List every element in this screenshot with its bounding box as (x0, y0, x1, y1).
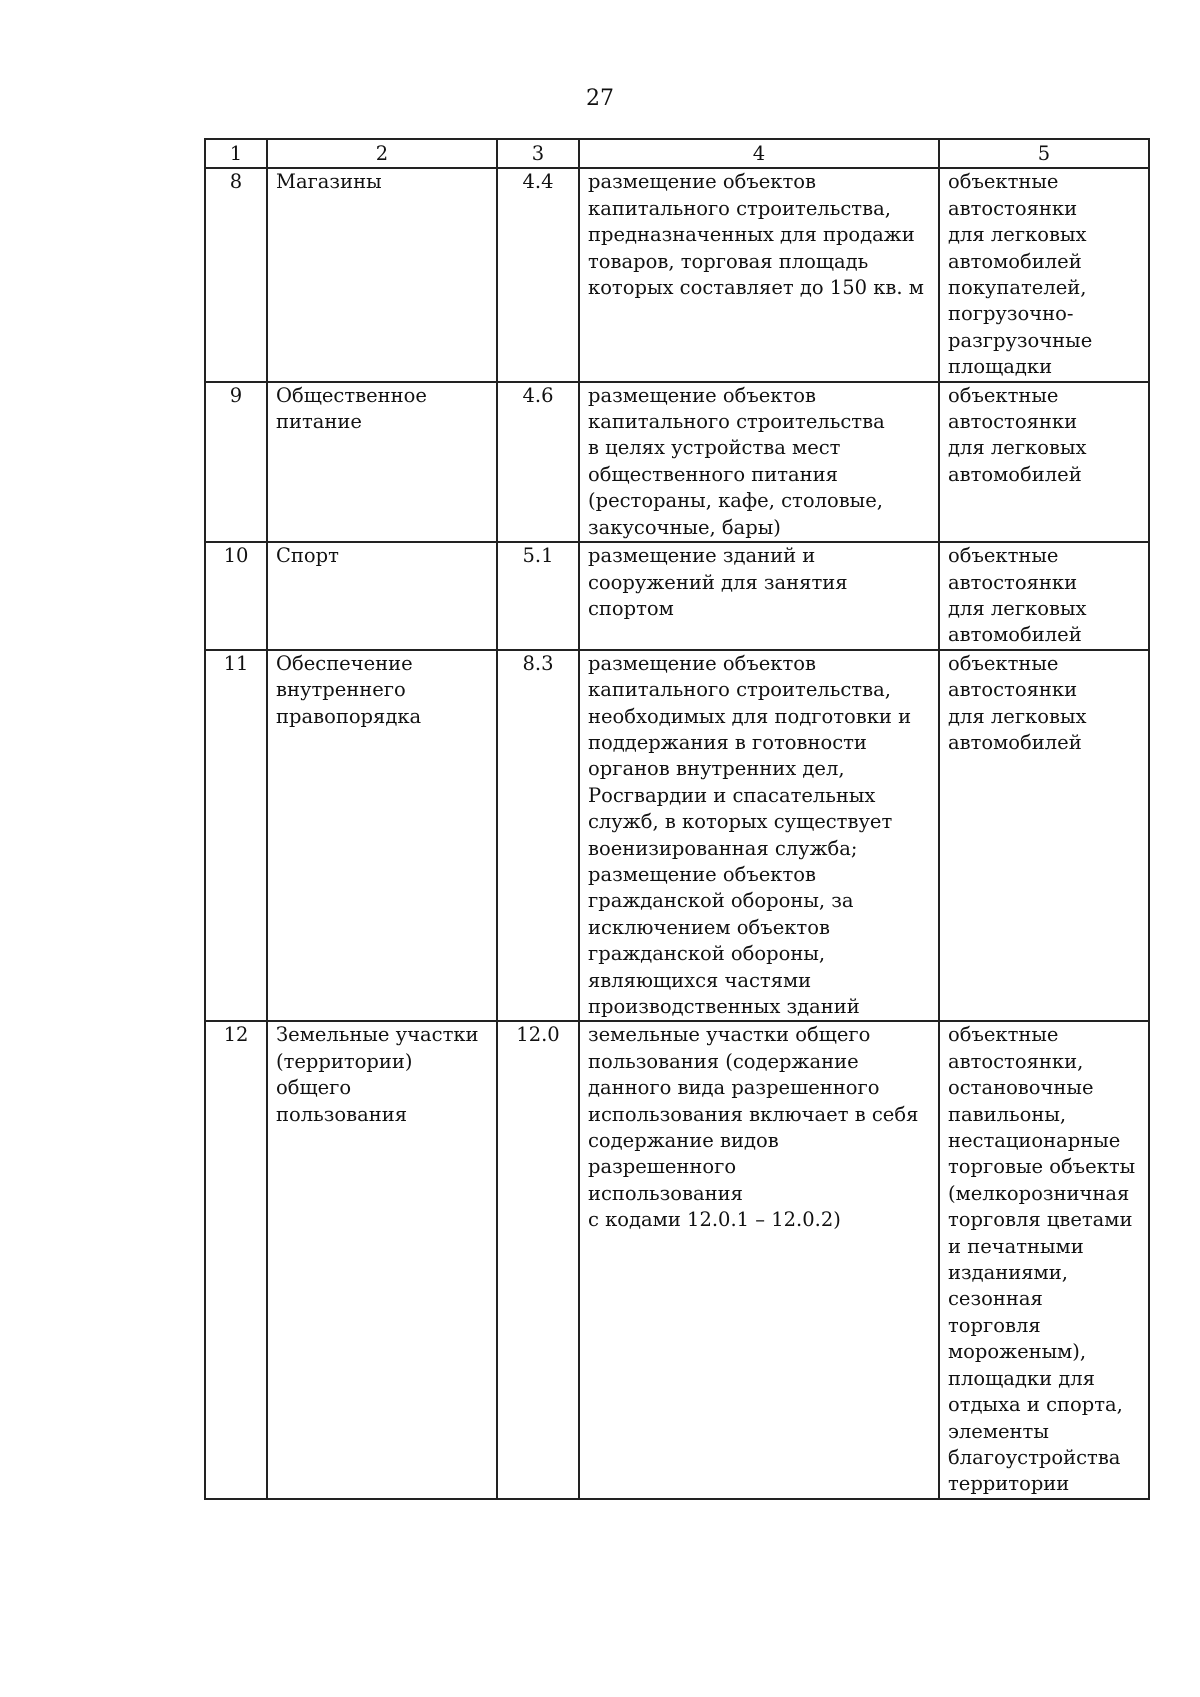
land-use-description: земельные участки общего пользования (содержание данного вида разрешенного использования включает в себя содержание видов разрешенного использования с кодами 12.0.1 – 12.0.2) (579, 1021, 939, 1498)
auxiliary-uses: объектные автостоянки для легковых автомобилей покупателей, погрузочно- разгрузочные площадки (939, 168, 1149, 381)
row-number: 9 (205, 382, 267, 542)
land-use-name: Обеспечение внутреннего правопорядка (267, 650, 497, 1022)
land-use-description: размещение объектов капитального строительства, необходимых для подготовки и поддержания в готовности органов внутренних дел, Росгвардии и спасательных служб, в которых существует военизированная служба; размещение объектов гражданской обороны, за исключением объектов гражданской обороны, являющихся частями производственных зданий (579, 650, 939, 1022)
column-header-3: 3 (497, 139, 579, 168)
land-use-code: 4.6 (497, 382, 579, 542)
land-use-code: 4.4 (497, 168, 579, 381)
land-use-description: размещение зданий и сооружений для занятия спортом (579, 542, 939, 650)
land-use-code: 8.3 (497, 650, 579, 1022)
auxiliary-uses: объектные автостоянки для легковых автомобилей (939, 650, 1149, 1022)
row-number: 10 (205, 542, 267, 650)
page-number: 27 (586, 86, 614, 111)
column-header-5: 5 (939, 139, 1149, 168)
table-row (205, 542, 1149, 650)
table-row (205, 168, 1149, 381)
land-use-table (204, 138, 1150, 1500)
land-use-name: Магазины (267, 168, 497, 381)
auxiliary-uses: объектные автостоянки, остановочные павильоны, нестационарные торговые объекты (мелкорозничная торговля цветами и печатными изданиями, сезонная торговля мороженым), площадки для отдыха и спорта, элементы благоустройства территории (939, 1021, 1149, 1498)
row-number: 11 (205, 650, 267, 1022)
table-row (205, 1021, 1149, 1498)
land-use-description: размещение объектов капитального строительства, предназначенных для продажи товаров, торговая площадь которых составляет до 150 кв. м (579, 168, 939, 381)
column-header-2: 2 (267, 139, 497, 168)
land-use-code: 5.1 (497, 542, 579, 650)
land-use-name: Земельные участки (территории) общего пользования (267, 1021, 497, 1498)
land-use-name: Общественное питание (267, 382, 497, 542)
table-row (205, 650, 1149, 1022)
header-row (205, 139, 1149, 168)
land-use-description: размещение объектов капитального строительства в целях устройства мест общественного питания (рестораны, кафе, столовые, закусочные, бары) (579, 382, 939, 542)
land-use-code: 12.0 (497, 1021, 579, 1498)
table-row (205, 382, 1149, 542)
column-header-1: 1 (205, 139, 267, 168)
land-use-name: Спорт (267, 542, 497, 650)
column-header-4: 4 (579, 139, 939, 168)
auxiliary-uses: объектные автостоянки для легковых автомобилей (939, 542, 1149, 650)
auxiliary-uses: объектные автостоянки для легковых автомобилей (939, 382, 1149, 542)
row-number: 8 (205, 168, 267, 381)
row-number: 12 (205, 1021, 267, 1498)
